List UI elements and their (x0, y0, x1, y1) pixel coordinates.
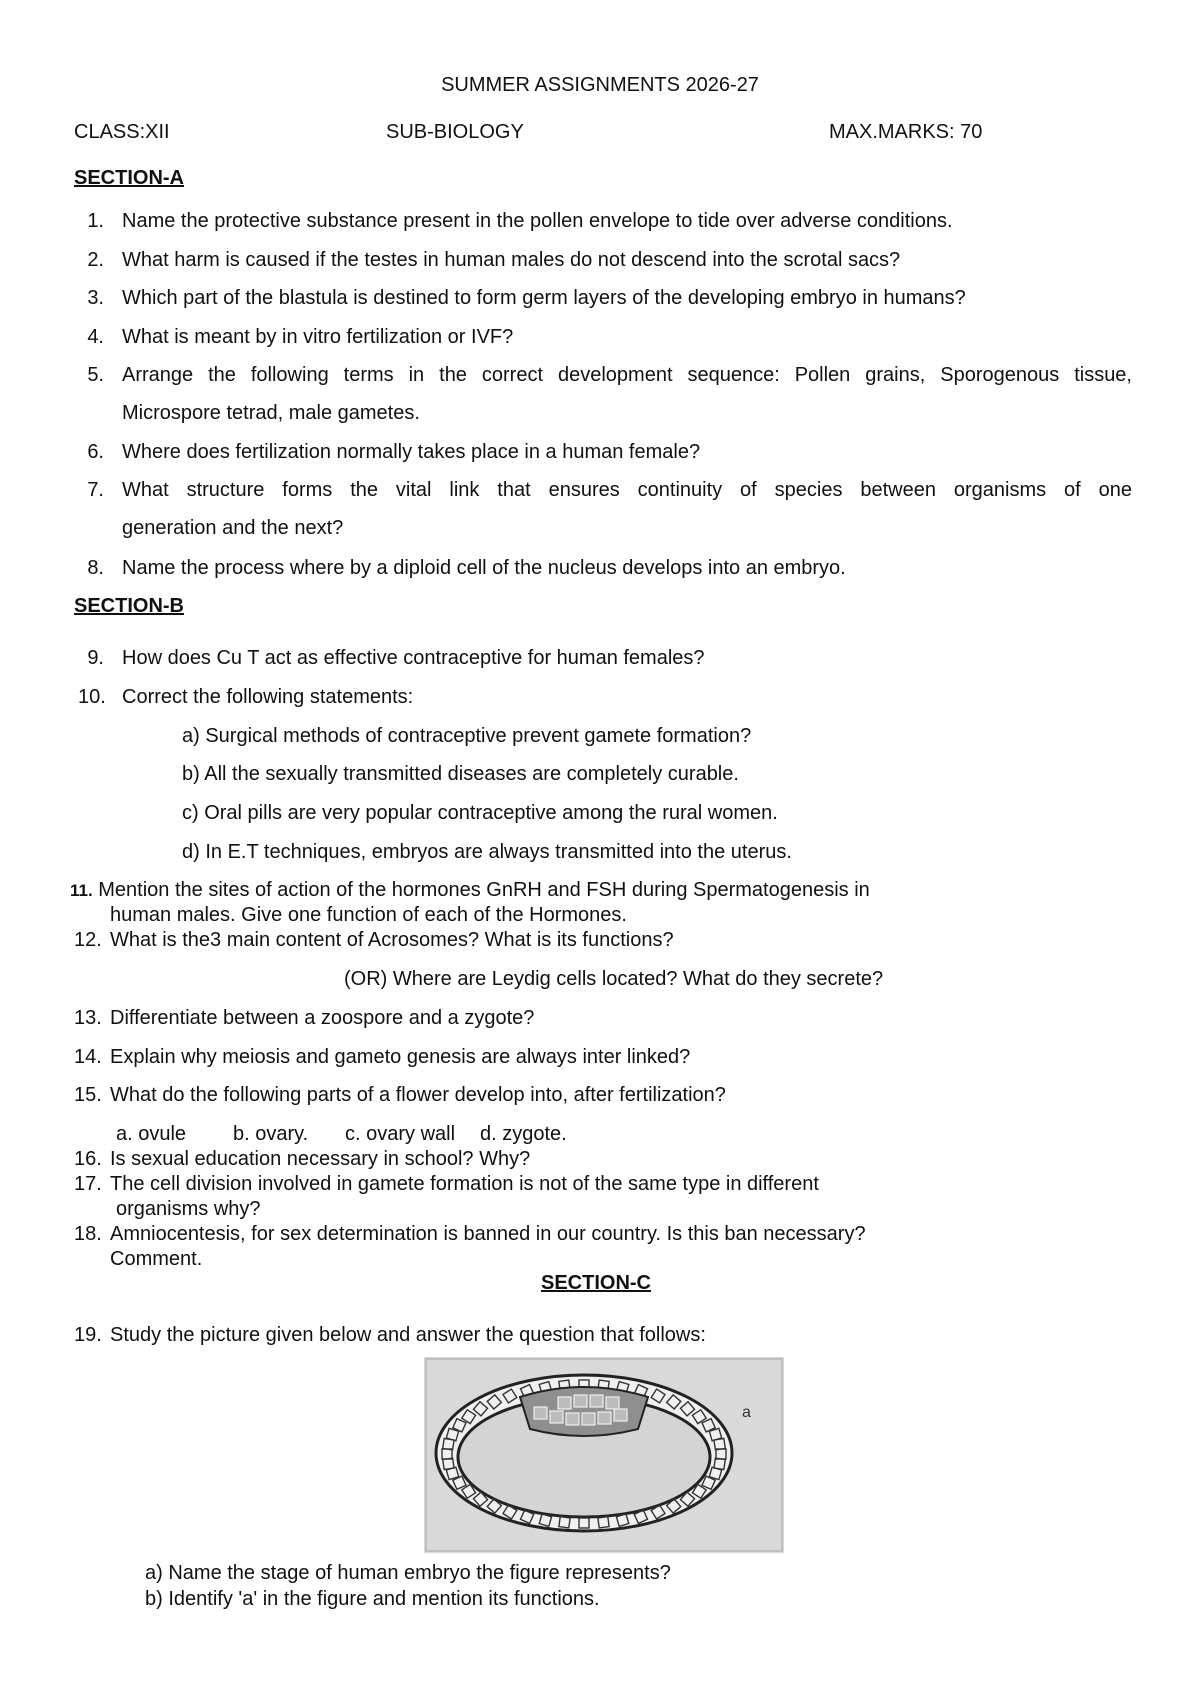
question-text: Arrange the following terms in the correct development sequence: Pollen grains, Sporogenous tissue, (122, 364, 1132, 386)
option-c: c. ovary wall (345, 1123, 456, 1145)
question-number: 11. (70, 881, 93, 900)
q19-part-a: a) Name the stage of human embryo the figure represents? (145, 1562, 671, 1584)
question-text: Name the protective substance present in the pollen envelope to tide over adverse conditions. (122, 210, 953, 232)
page-title: SUMMER ASSIGNMENTS 2026-27 (441, 74, 759, 96)
question-text: What harm is caused if the testes in human males do not descend into the scrotal sacs? (122, 249, 901, 271)
option-d: d. zygote. (480, 1123, 567, 1145)
q10-part-c: c) Oral pills are very popular contraceptive among the rural women. (182, 802, 778, 824)
question-7 (0, 478, 1200, 548)
q10-part-d: d) In E.T techniques, embryos are always transmitted into the uterus. (182, 841, 792, 863)
question-text: Explain why meiosis and gameto genesis are always inter linked? (110, 1046, 691, 1068)
question-number: 3. (87, 287, 104, 309)
question-number: 17. (74, 1173, 102, 1195)
class-label: CLASS:XII (74, 121, 170, 143)
question-text: Where does fertilization normally takes place in a human female? (122, 441, 701, 463)
question-number: 16. (74, 1148, 102, 1170)
q19-part-b: b) Identify 'a' in the figure and mention its functions. (145, 1588, 600, 1610)
option-a: a. ovule (116, 1123, 187, 1145)
q10-part-a: a) Surgical methods of contraceptive prevent gamete formation? (182, 725, 752, 747)
question-text: Study the picture given below and answer the question that follows: (110, 1324, 706, 1346)
blastocyst-figure (424, 1357, 784, 1553)
subject-label: SUB-BIOLOGY (386, 121, 524, 143)
option-b: b. ovary. (233, 1123, 309, 1145)
question-number: 2. (87, 249, 104, 271)
question-text: Name the process where by a diploid cell of the nucleus develops into an embryo. (122, 557, 846, 579)
section-b-heading: SECTION-B (74, 595, 184, 617)
figure-label-a: a (742, 1404, 751, 1421)
question-number: 13. (74, 1007, 102, 1029)
question-text-continued: generation and the next? (122, 517, 344, 539)
question-11-continued: human males. Give one function of each of the Hormones. (110, 904, 627, 926)
question-number: 4. (87, 326, 104, 348)
question-17-continued: organisms why? (116, 1198, 261, 1220)
question-text: Is sexual education necessary in school? Why? (110, 1148, 531, 1170)
question-text: What structure forms the vital link that ensures continuity of species between organisms of one (122, 479, 1132, 501)
section-c-heading: SECTION-C (541, 1272, 651, 1294)
question-number: 10. (78, 686, 106, 708)
question-number: 12. (74, 929, 102, 951)
question-text: Differentiate between a zoospore and a zygote? (110, 1007, 535, 1029)
question-number: 14. (74, 1046, 102, 1068)
question-number: 1. (87, 210, 104, 232)
q10-part-b: b) All the sexually transmitted diseases are completely curable. (182, 763, 739, 785)
question-number: 8. (87, 557, 104, 579)
question-12-or: (OR) Where are Leydig cells located? What do they secrete? (344, 968, 884, 990)
question-text: Which part of the blastula is destined to form germ layers of the developing embryo in humans? (122, 287, 966, 309)
question-text: How does Cu T act as effective contraceptive for human females? (122, 647, 705, 669)
question-number: 19. (74, 1324, 102, 1346)
question-18-continued: Comment. (110, 1248, 203, 1270)
question-text: What is meant by in vitro fertilization or IVF? (122, 326, 514, 348)
question-text: The cell division involved in gamete formation is not of the same type in different (110, 1173, 819, 1195)
question-text: What do the following parts of a flower develop into, after fertilization? (110, 1084, 726, 1106)
question-11 (70, 878, 870, 903)
question-number: 9. (87, 647, 104, 669)
question-text: Amniocentesis, for sex determination is banned in our country. Is this ban necessary? (110, 1223, 866, 1245)
question-text: What is the3 main content of Acrosomes? What is its functions? (110, 929, 674, 951)
question-number: 15. (74, 1084, 102, 1106)
question-5 (0, 363, 1200, 433)
question-number: 5. (87, 364, 104, 386)
question-number: 18. (74, 1223, 102, 1245)
question-text-continued: Microspore tetrad, male gametes. (122, 402, 420, 424)
section-a-heading: SECTION-A (74, 167, 184, 189)
question-number: 7. (87, 479, 104, 501)
question-text: Mention the sites of action of the hormones GnRH and FSH during Spermatogenesis in (92, 879, 870, 901)
question-number: 6. (87, 441, 104, 463)
max-marks-label: MAX.MARKS: 70 (829, 121, 983, 143)
question-text: Correct the following statements: (122, 686, 414, 708)
